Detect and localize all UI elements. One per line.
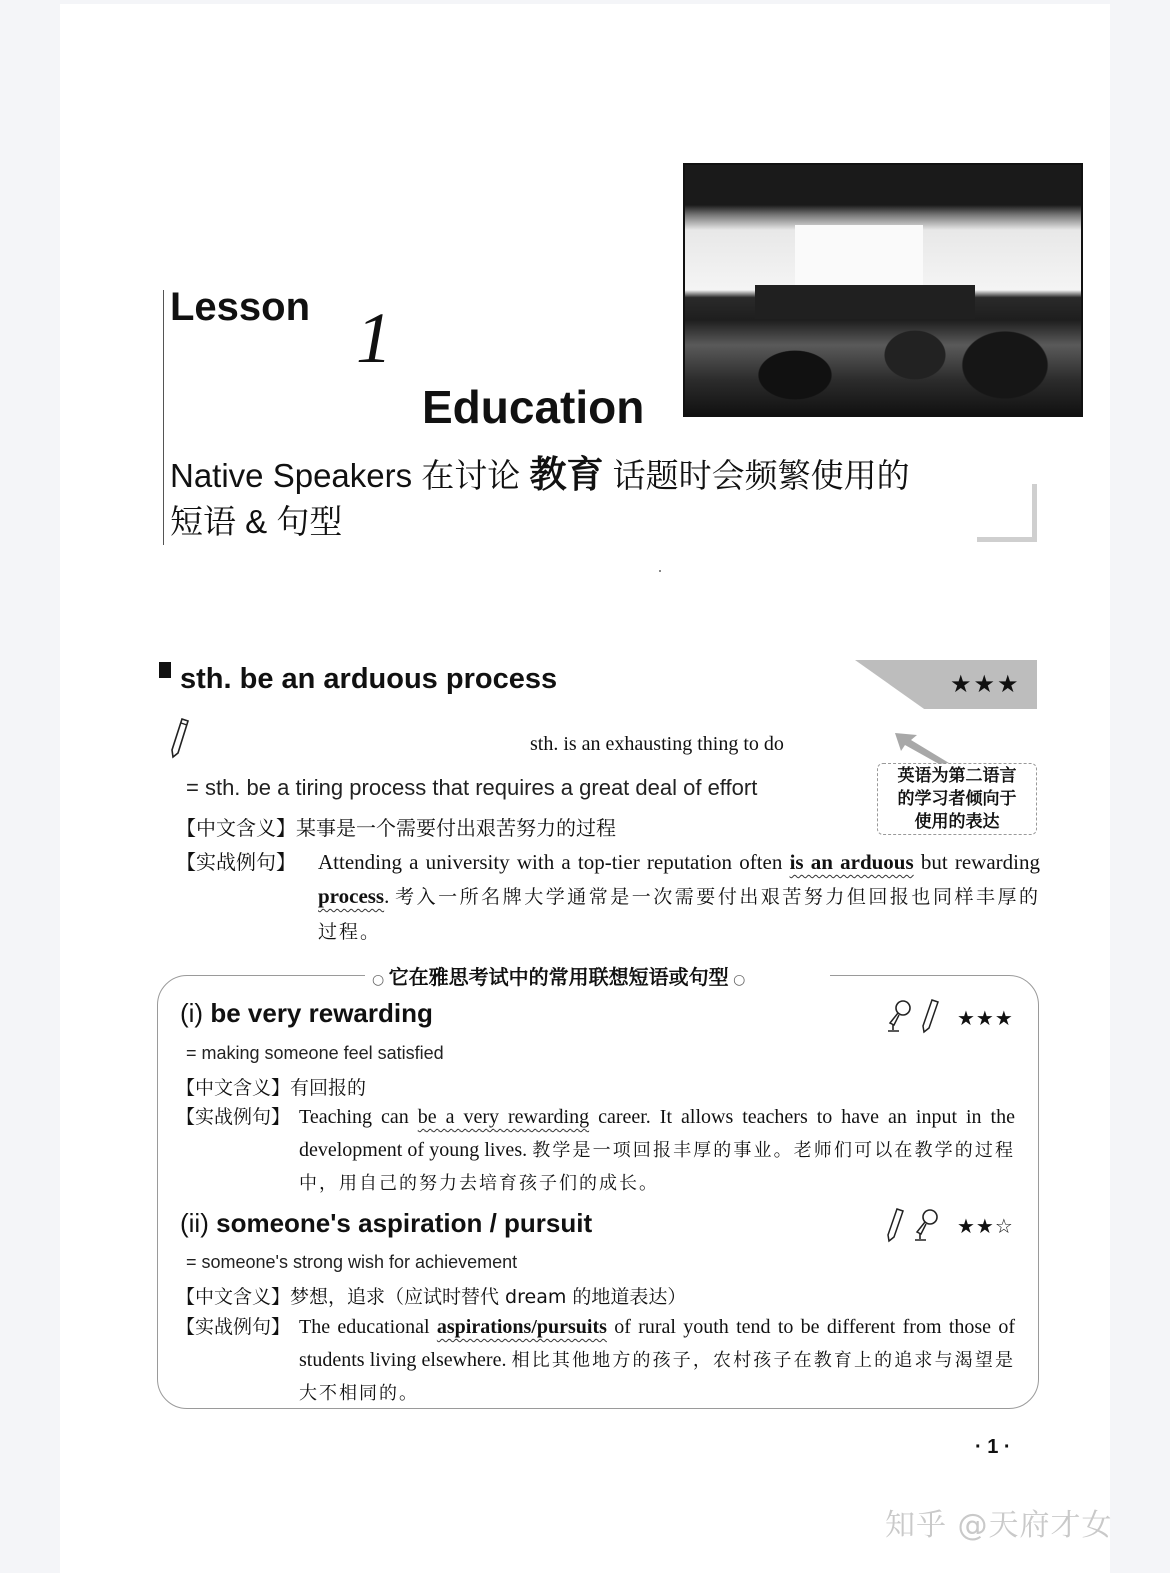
related-title	[372, 961, 745, 990]
example-label: 【实战例句】	[176, 1106, 291, 1128]
example-translation: 相比其他地方的孩子，农村孩子在教育上的追求与渴望是大不相同的。	[299, 1350, 1015, 1404]
header-rule	[163, 290, 164, 545]
microphone-icon	[912, 1207, 940, 1243]
bullet-square-icon	[159, 662, 171, 678]
item-icons	[885, 998, 940, 1040]
item-number: (ii)	[180, 1208, 209, 1238]
example-part: The educational	[299, 1316, 437, 1338]
related-item-heading	[180, 998, 433, 1029]
pencil-icon	[920, 998, 940, 1034]
blackboard	[755, 285, 975, 319]
highlight-phrase: be a very rewarding	[417, 1106, 590, 1128]
highlight-phrase: is an arduous	[789, 850, 914, 874]
definition: = someone's strong wish for achievement	[186, 1252, 518, 1272]
item-number: (i)	[180, 998, 204, 1028]
example-translation: 教学是一项回报丰厚的事业。老师们可以在教学的过程中，用自己的努力去培育孩子们的成长。	[299, 1140, 1015, 1194]
star-rating-icon: ★★☆	[957, 1214, 1014, 1238]
meaning-text: 有回报的	[290, 1077, 367, 1099]
circle-icon: ○	[372, 972, 389, 988]
example-part: career. It allows teachers to have an input in the development of young lives.	[299, 1106, 1015, 1161]
example-label: 【实战例句】	[176, 850, 296, 874]
l1-gloss: sth. is an exhausting thing to do	[530, 733, 784, 755]
speck	[659, 570, 661, 572]
meaning-text: 梦想，追求（应试时替代 dream 的地道表达）	[290, 1286, 687, 1308]
circle-icon: ○	[728, 972, 746, 988]
lesson-subtitle	[170, 452, 1050, 545]
classroom-photo	[683, 163, 1083, 417]
related-item-heading	[180, 1208, 592, 1239]
pencil-icon	[168, 717, 190, 763]
item-icons	[885, 1207, 940, 1249]
example-text	[299, 1311, 1015, 1410]
meaning-label: 【中文含义】	[176, 816, 296, 840]
callout-line: 的学习者倾向于	[897, 789, 1017, 809]
example-text	[299, 1101, 1015, 1200]
example-part: Teaching can	[299, 1106, 418, 1128]
example-part: .	[384, 884, 396, 908]
star-rating-icon: ★★★	[957, 1006, 1014, 1030]
main-phrase: sth. be an arduous process	[180, 663, 558, 695]
example-translation: 考入一所名牌大学通常是一次需要付出艰苦努力但回报也同样丰厚的过程。	[318, 886, 1040, 943]
lesson-label: Lesson	[170, 285, 311, 329]
page-number: · 1 ·	[975, 1436, 1011, 1458]
microphone-icon	[885, 998, 913, 1034]
callout-line: 英语为第二语言	[897, 766, 1017, 786]
subtitle-text: Native Speakers 在讨论	[170, 457, 530, 494]
corner-bracket	[1032, 484, 1037, 542]
item-phrase: be very rewarding	[210, 998, 433, 1028]
highlight-phrase: process	[318, 884, 385, 908]
meaning-text: 某事是一个需要付出艰苦努力的过程	[296, 816, 616, 840]
related-title-text: 它在雅思考试中的常用联想短语或句型	[388, 965, 729, 989]
corner-bracket	[977, 537, 1037, 542]
example-part: but rewarding	[913, 850, 1040, 874]
meaning-label: 【中文含义】	[176, 1077, 291, 1099]
example-part: of rural youth tend to be different from those of students living elsewhere.	[299, 1316, 1015, 1371]
lesson-topic: Education	[422, 381, 645, 433]
meaning-label: 【中文含义】	[176, 1286, 291, 1308]
example-label: 【实战例句】	[176, 1316, 291, 1338]
projector-screen	[795, 225, 923, 289]
callout-note	[877, 763, 1037, 835]
example-text	[318, 845, 1040, 949]
subtitle-text: 话题时会频繁使用的	[603, 457, 910, 494]
meaning-row	[176, 1073, 366, 1100]
meaning-row	[176, 1282, 686, 1309]
meaning-row	[176, 812, 616, 841]
item-phrase: someone's aspiration / pursuit	[216, 1208, 593, 1238]
example-part: Attending a university with a top-tier reputation often	[318, 850, 790, 874]
pencil-icon	[885, 1207, 905, 1243]
subtitle-emphasis: 教育	[529, 454, 604, 495]
watermark: 知乎 @天府才女	[885, 1508, 1113, 1543]
definition: = making someone feel satisfied	[186, 1043, 444, 1063]
definition: = sth. be a tiring process that requires a great deal of effort	[186, 775, 758, 800]
callout-line: 使用的表达	[914, 812, 1000, 832]
lesson-number: 1	[356, 298, 392, 378]
highlight-phrase: aspirations/pursuits	[436, 1316, 607, 1338]
star-rating-icon: ★★★	[950, 670, 1021, 698]
subtitle-line2: 短语 & 句型	[170, 503, 343, 540]
